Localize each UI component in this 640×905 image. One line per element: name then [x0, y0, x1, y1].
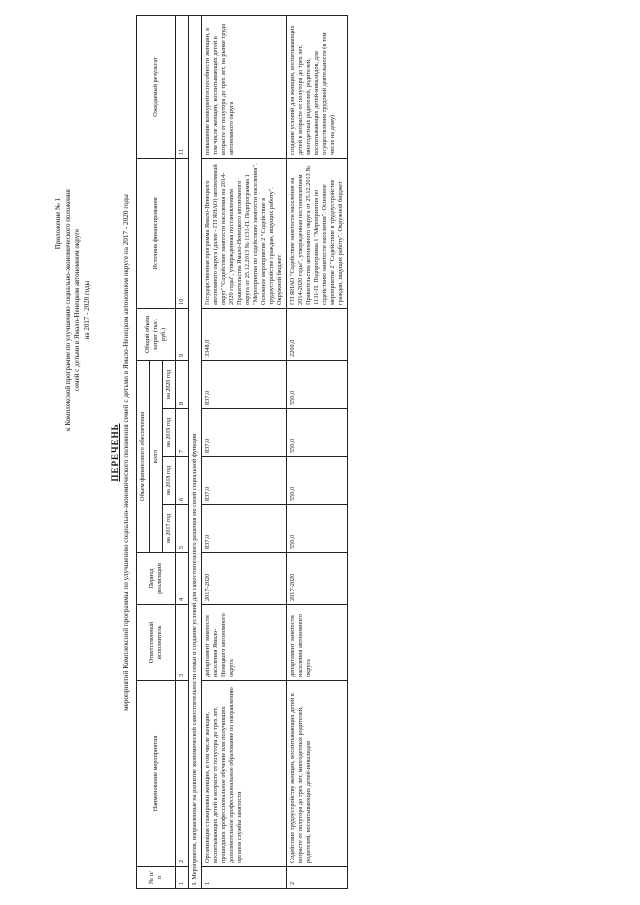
header-row-1	[137, 15, 150, 888]
header-2018: на 2018 год	[163, 457, 176, 505]
col-number: 4	[176, 553, 189, 605]
appendix-number: Приложение № 1	[54, 198, 62, 250]
col-number: 10	[176, 158, 189, 308]
row-2018: 837,0	[202, 457, 287, 505]
row-num: 1	[202, 867, 287, 889]
row-2019: 837,0	[202, 409, 287, 457]
appendix-note	[54, 140, 92, 480]
col-number: 3	[176, 605, 189, 681]
header-total: Общий объем затрат (тыс. руб.)	[137, 308, 176, 360]
row-2020: 550,0	[287, 360, 348, 408]
row-2017: 837,0	[202, 505, 287, 553]
table-row	[202, 15, 287, 888]
section-row	[189, 15, 202, 888]
row-name: Содействие трудоустройству женщин, воспитывающих детей в возрасте от полутора до трех лет, многодетных родителей, родителей, воспитывающих детей-инвалидов	[287, 681, 348, 867]
table-row	[287, 15, 348, 888]
document-subtitle: мероприятий Комплексной программы по улучшению социально-экономического положения семей с детьми в Ямало-Ненецком автономном округе на 2017 - 2020 годы	[122, 194, 130, 711]
row-result: повышение конкурентоспособности женщин, в том числе женщин, воспитывающих детей в возрасте от полутора до трех лет, на рынке труда автономного округа	[202, 15, 287, 158]
appendix-line-4: на 2017 - 2020 годы	[82, 280, 91, 340]
col-number: 1	[176, 867, 189, 889]
measures-table	[136, 15, 348, 889]
section-heading: I. Мероприятия, направленные на развитие экономической самостоятельности семьи и создание условий для самостоятельного решения ею своей социальной функции	[189, 15, 202, 888]
header-name: Наименование мероприятия	[137, 681, 176, 867]
row-source: Государственная программа Ямало-Ненецкого автономного округа (далее - ГП ЯНАО) автономный округ""Содействие занятости населения на 2014-2020 годы", утвержденная постановлением Правительства Ямало-Ненецкого автономного округа от 25.12.2013 № 1131-П. Подпрограмма 1 "Мероприятия по содействию занятости населения". Основное мероприятие 2 "Содействие в трудоустройстве граждан, ищущих работу". Окружной бюджет	[202, 158, 287, 308]
header-num: № п/п	[137, 867, 176, 889]
row-num: 2	[287, 867, 348, 889]
row-name: Организация стажировки женщин, в том числе женщин, воспитывающих детей в возрасте от полутора до трех лет, прошедших профессиональное обучение или получивших дополнительное профессиональное образование по направлению органов службы занятости	[202, 681, 287, 867]
appendix-line-3: семей с детьми в Ямало-Ненецком автономном округе	[73, 228, 81, 392]
header-years-group: всего	[150, 360, 163, 552]
row-total: 3348,0	[202, 308, 287, 360]
col-number: 11	[176, 15, 189, 158]
row-2017: 550,0	[287, 505, 348, 553]
header-result: Ожидаемый результат	[137, 15, 176, 158]
col-number: 7	[176, 409, 189, 457]
col-number: 5	[176, 505, 189, 553]
row-period: 2017-2020	[202, 553, 287, 605]
header-2017: на 2017 год	[163, 505, 176, 553]
col-number: 2	[176, 681, 189, 867]
header-2020: на 2020 год	[163, 360, 176, 408]
row-executor: департамент занятости населения Ямало-Ненецкого автономного округа	[202, 605, 287, 681]
header-period: Период реализации	[137, 553, 176, 605]
document-title: ПЕРЕЧЕНЬ	[110, 423, 120, 482]
header-source: Источник финансирования	[137, 158, 176, 308]
appendix-line-2: к Комплексной программе по улучшению социально-экономического положения	[63, 189, 72, 431]
col-number: 8	[176, 360, 189, 408]
header-executor: Ответственный исполнитель	[137, 605, 176, 681]
col-number: 6	[176, 457, 189, 505]
row-total: 2200,0	[287, 308, 348, 360]
header-2019: на 2019 год	[163, 409, 176, 457]
row-2019: 550,0	[287, 409, 348, 457]
row-2020: 837,0	[202, 360, 287, 408]
col-number: 9	[176, 308, 189, 360]
header-funding: Объем финансового обеспечения	[137, 360, 150, 552]
row-2018: 550,0	[287, 457, 348, 505]
row-source: ГП ЯНАО "Содействие занятости населения на 2014-2020 годы", утвержденная постановлением Правительства автономного округа от 25.12.2013 № 1131-П. Подпрограмма 1 "Мероприятия по содействию занятости населения". Основное мероприятие 2 "Содействие в трудоустройстве граждан, ищущих работу". Окружной бюджет	[287, 158, 348, 308]
column-number-row	[176, 15, 189, 888]
row-executor: департамент занятости населения автономного округа	[287, 605, 348, 681]
row-result: создание условий для женщин, воспитывающих детей в возрасте от полутора до трех лет, многодетных родителей, родителей, воспитывающих детей-инвалидов, для осуществления трудовой деятельности (в том числе на дому)	[287, 15, 348, 158]
row-period: 2017-2020	[287, 553, 348, 605]
